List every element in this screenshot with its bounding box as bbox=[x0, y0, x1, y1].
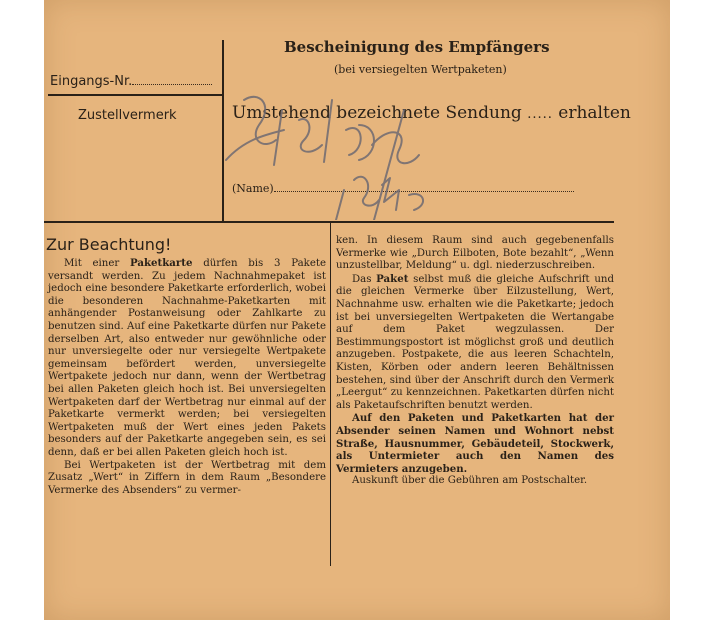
notice-right-paragraph-2: Das Paket selbst muß die gleiche Aufschrift und die gleichen Vermerke über Eilzustellung, Wert, Nachnahme usw. erhalten wie die Paketkarte; jedoch ist bei unversiegelten Wertpaketen die Wertangabe auf dem Paket wegzulassen. Der Bestimmungspostort ist möglichst groß und deutlich anzugeben. Postpakete, die aus leeren Schachteln, Kisten, Körben oder andern leeren Behältnissen bestehen, sind über der Anschrift durch den Vermerk „Leergut“ zu kennzeichnen. Paketkarten dürfen nicht als Paketaufschriften benutzt werden. bbox=[336, 272, 614, 411]
parcel-card bbox=[44, 0, 670, 620]
notice-left-paragraph-1: Mit einer Paketkarte dürfen bis 3 Pakete versandt werden. Zu jedem Nachnahmepaket ist jedoch eine besondere Paketkarte erforderlich, wobei die besonderen Nachnahme-Paketkarten mit anhängender Postanweisung oder Zahlkarte zu benutzen sind. Auf eine Paketkarte dürfen nur Pakete derselben Art, also entweder nur gewöhnliche oder nur unversiegelte oder nur versiegelte Wertpakete gemeinsam befördert werden, unversiegelte Wertpakete jedoch nur dann, wenn der Wertbetrag bei allen Paketen gleich hoch ist. Bei unversiegelten Wertpaketen darf der Wertbetrag nur einmal auf der Paketkarte vermerkt werden; bei versiegelten Wertpaketen muß der Wert eines jeden Pakets besonders auf der Paketkarte angegeben sein, es sei denn, daß er bei allen Paketen gleich hoch ist. bbox=[48, 257, 326, 458]
eingangs-nr-label: Eingangs-Nr. bbox=[50, 74, 133, 89]
receipt-sentence-start: Umstehend bezeichnete Sendung bbox=[232, 103, 522, 123]
eingangs-nr-field bbox=[50, 74, 212, 89]
notice-right-paragraph-3: Auf den Paketen und Paketkarten hat der Absender seinen Namen und Wohnort nebst Straße, Hausnummer, Gebäudeteil, Stockwerk, als Untermieter auch den Namen des Vermieters anzugeben. bbox=[336, 412, 614, 475]
receipt-sentence-dots: ..... bbox=[527, 107, 553, 122]
pencil-signature bbox=[214, 70, 444, 220]
bold-paketkarte: Paketkarte bbox=[130, 257, 193, 269]
section-divider bbox=[44, 221, 614, 223]
eingangs-nr-dots bbox=[132, 84, 212, 85]
notice-left-paragraph-1-text: dürfen bis 3 Pakete versandt werden. Zu jedem Nachnahmepaket ist jedoch eine besondere Paketkarte erforderlich, wobei die besonderen Nachnahme-Paketkarten mit anhängender Postanweisung oder Zahlkarte zu benutzen sind. Auf eine Paketkarte dürfen nur Pakete derselben Art, also entweder nur gewöhnliche oder nur unversiegelte oder nur versiegelte Wertpakete gemeinsam befördert werden, unversiegelte Wertpakete jedoch nur dann, wenn der Wertbetrag bei allen Paketen gleich hoch ist. Bei unversiegelten Wertpaketen darf der Wertbetrag nur einmal auf der Paketkarte vermerkt werden; bei versiegelten Wertpaketen muß der Wert eines jeden Pakets besonders auf der Paketkarte angegeben sein, es sei denn, daß er bei allen Paketen gleich hoch ist. bbox=[48, 258, 326, 458]
recipient-certificate-subtitle: (bei versiegelten Wertpaketen) bbox=[334, 63, 507, 76]
bold-paket: Paket bbox=[376, 272, 409, 285]
notice-left-paragraph-2: Bei Wertpaketen ist der Wertbetrag mit dem Zusatz „Wert“ in Ziffern in dem Raum „Besondere Vermerke des Absenders“ zu vermer- bbox=[48, 459, 326, 496]
recipient-certificate-title: Bescheinigung des Empfängers bbox=[284, 38, 550, 56]
notice-heading: Zur Beachtung! bbox=[46, 235, 172, 254]
eingang-underline bbox=[48, 94, 224, 96]
notice-right-paragraph-1: ken. In diesem Raum sind auch gegebenenfalls Vermerke wie „Durch Eilboten, Bote bezahlt“, „Wenn unzustellbar, Meldung“ u. dgl. niederzuschreiben. bbox=[336, 235, 614, 272]
notice-right-column bbox=[336, 235, 614, 488]
receipt-sentence-end: erhalten bbox=[558, 103, 631, 123]
zustellvermerk-label: Zustellvermerk bbox=[78, 108, 177, 123]
notice-left-column bbox=[48, 257, 326, 497]
name-label: (Name) bbox=[232, 182, 274, 195]
notice-right-paragraph-4: Auskunft über die Gebühren am Postschalter. bbox=[352, 475, 588, 487]
notice-right-paragraph-2-text: selbst muß die gleiche Aufschrift und die gleichen Vermerke über Eilzustellung, Wert, Nachnahme usw. erhalten wie die Paketkarte; jedoch ist bei unversiegelten Wertpaketen die Wertangabe auf dem Paket wegzulassen. Der Bestimmungspostort ist möglichst groß und deutlich anzugeben. Postpakete, die aus leeren Schachteln, Kisten, Körben oder andern leeren Behältnissen bestehen, sind über der Anschrift durch den Vermerk „Leergut“ zu kennzeichnen. Paketkarten dürfen nicht als Paketaufschriften benutzt werden. bbox=[336, 273, 614, 411]
column-divider bbox=[330, 221, 331, 566]
